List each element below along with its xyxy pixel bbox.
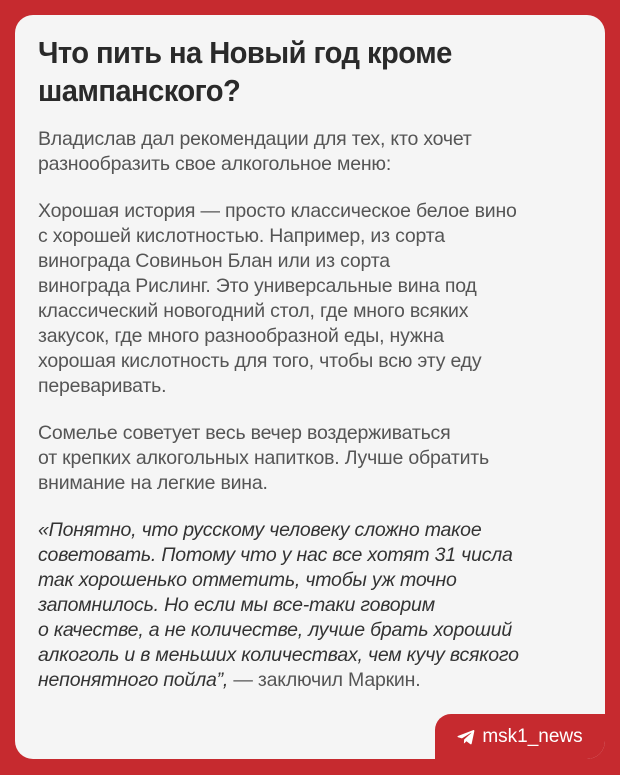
intro-line: Владислав дал рекомендации для тех, кто хочет <box>38 128 472 150</box>
advice-line: Сомелье советует весь вечер воздерживаться <box>38 422 451 444</box>
quote-line: советовать. Потому что у нас все хотят 31 числа <box>38 544 513 566</box>
quote-line: о качестве, а не количестве, лучше брать хороший <box>38 619 513 641</box>
recommendation-line: Хорошая история — просто классическое белое вино <box>38 200 517 222</box>
quote-line: запомнилось. Но если мы все-таки говорим <box>38 594 435 616</box>
channel-badge[interactable] <box>435 714 605 759</box>
recommendation-line: с хорошей кислотностью. Например, из сорта <box>38 225 445 247</box>
channel-handle: msk1_news <box>482 725 583 747</box>
advice-line: внимание на легкие вина. <box>38 472 268 494</box>
quote-attribution: — заключил Маркин. <box>228 669 421 691</box>
advice-line: от крепких алкогольных напитков. Лучше обратить <box>38 447 489 469</box>
recommendation-line: винограда Рислинг. Это универсальные вина под <box>38 275 477 297</box>
article-title: Что пить на Новый год кроме шампанского? <box>38 35 452 108</box>
quote-line: «Понятно, что русскому человеку сложно такое <box>38 519 482 541</box>
quote-paragraph <box>38 518 582 693</box>
recommendation-line: классический новогодний стол, где много всяких <box>38 300 469 322</box>
intro-line: разнообразить свое алкогольное меню: <box>38 153 392 175</box>
telegram-icon <box>457 729 475 745</box>
recommendation-line: закусок, где много разнообразной еды, нужна <box>38 325 444 347</box>
recommendation-line: переваривать. <box>38 375 167 397</box>
advice-paragraph <box>38 421 582 496</box>
recommendation-line: винограда Совиньон Блан или из сорта <box>38 250 390 272</box>
intro-paragraph <box>38 127 582 177</box>
quote-line: так хорошенько отметить, чтобы уж точно <box>38 569 457 591</box>
article-card <box>15 15 605 759</box>
quote-line: алкоголь и в меньших количествах, чем кучу всякого <box>38 644 519 666</box>
recommendation-paragraph <box>38 199 582 399</box>
recommendation-line: хорошая кислотность для того, чтобы всю эту еду <box>38 350 482 372</box>
quote-final-line <box>38 668 582 693</box>
quote-ending: непонятного пойла”, <box>38 669 229 691</box>
